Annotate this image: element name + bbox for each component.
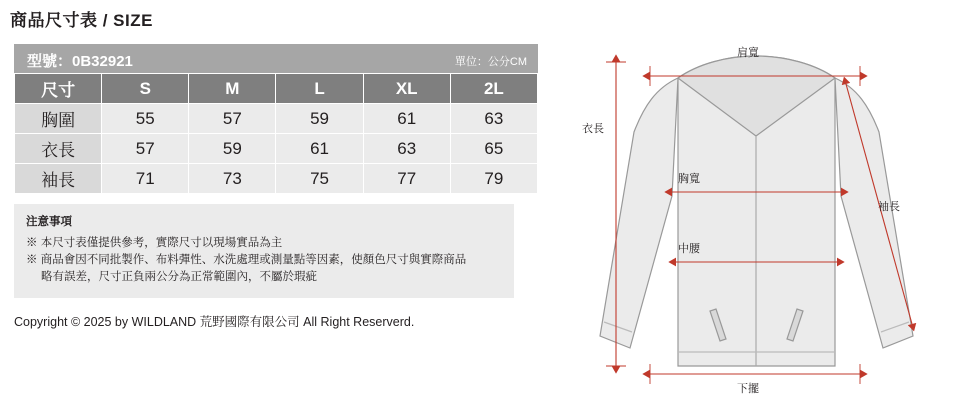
table-cell: 57	[102, 134, 189, 164]
page-title: 商品尺寸表 / SIZE	[10, 11, 153, 30]
model-number-label: 型號：0B32921	[27, 53, 133, 70]
table-header-row	[15, 74, 538, 104]
notes-line: ※ 本尺寸表僅提供參考，實際尺寸以現場實品為主	[26, 237, 283, 249]
size-info-panel	[14, 44, 538, 330]
table-row	[15, 104, 538, 134]
notes-line: 略有誤差，尺寸正負兩公分為正常範圍內，不屬於瑕疵	[41, 271, 317, 283]
table-header-cell: 2L	[450, 74, 537, 104]
table-header-cell: L	[276, 74, 363, 104]
dimension-label-shoulder: 肩寬	[737, 47, 759, 59]
table-cell: 61	[363, 104, 450, 134]
table-cell: 65	[450, 134, 537, 164]
row-label: 胸圍	[15, 104, 102, 134]
dimension-label-body-length: 衣長	[582, 123, 604, 135]
table-cell: 79	[450, 164, 537, 194]
table-cell: 59	[276, 104, 363, 134]
copyright-text: Copyright © 2025 by WILDLAND 荒野國際有限公司 All Right Reserverd.	[14, 315, 415, 329]
row-label: 袖長	[15, 164, 102, 194]
dimension-label-chest: 胸寬	[678, 173, 700, 185]
notes-title: 注意事項	[26, 216, 72, 228]
dimension-label-sleeve: 袖長	[878, 201, 900, 213]
table-cell: 71	[102, 164, 189, 194]
dimension-label-waist: 中腰	[678, 243, 700, 255]
table-cell: 63	[363, 134, 450, 164]
model-bar	[14, 44, 538, 73]
table-cell: 63	[450, 104, 537, 134]
table-cell: 77	[363, 164, 450, 194]
jacket-shape	[600, 56, 913, 366]
table-row	[15, 134, 538, 164]
table-cell: 75	[276, 164, 363, 194]
table-header-cell: 尺寸	[15, 74, 102, 104]
size-table	[14, 73, 538, 194]
row-label: 衣長	[15, 134, 102, 164]
table-cell: 55	[102, 104, 189, 134]
table-cell: 57	[189, 104, 276, 134]
dimension-label-hem: 下擺	[737, 383, 759, 395]
garment-illustration	[560, 36, 964, 396]
table-header-cell: M	[189, 74, 276, 104]
notes-box	[14, 204, 514, 298]
notes-line: ※ 商品會因不同批製作、布料彈性、水洗處理或測量點等因素，使顏色尺寸與實際商品	[26, 254, 467, 266]
table-row	[15, 164, 538, 194]
table-cell: 73	[189, 164, 276, 194]
table-cell: 59	[189, 134, 276, 164]
table-header-cell: XL	[363, 74, 450, 104]
table-cell: 61	[276, 134, 363, 164]
unit-label: 單位：公分CM	[454, 56, 527, 68]
table-header-cell: S	[102, 74, 189, 104]
